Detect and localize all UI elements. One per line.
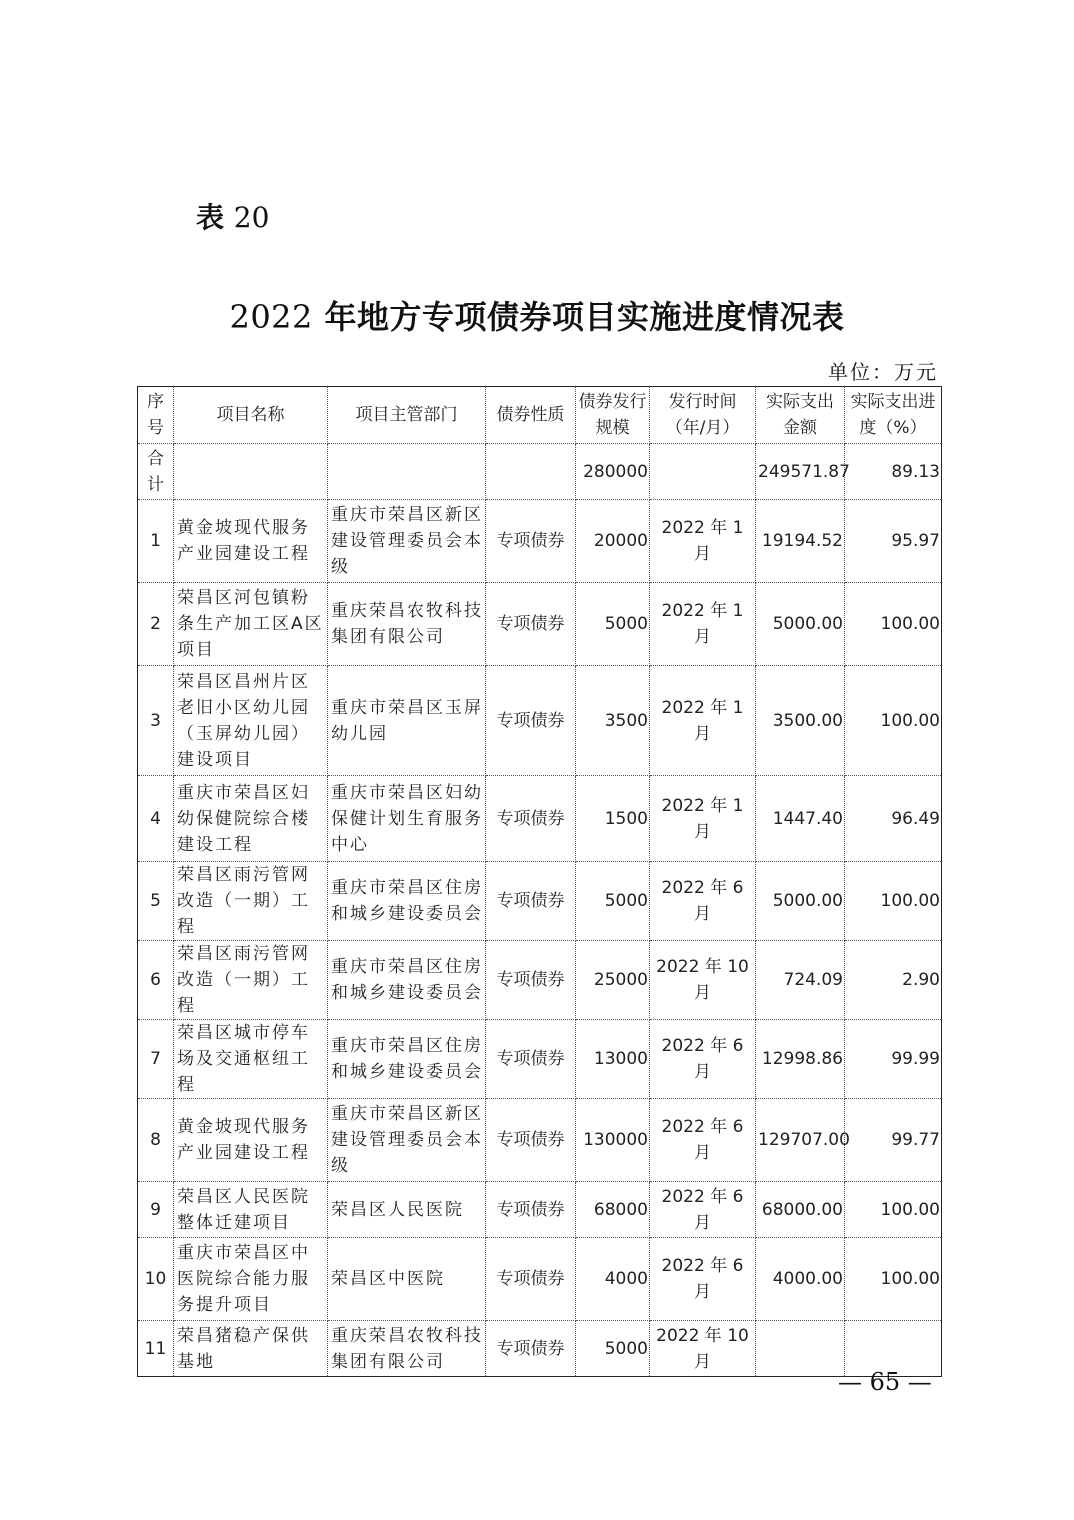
row-scale: 25000 — [576, 941, 650, 1020]
row-dept: 重庆市荣昌区新区建设管理委员会本级 — [328, 500, 486, 583]
row-time: 2022 年 1 月 — [650, 666, 756, 776]
table-row — [138, 1238, 942, 1321]
row-seq: 11 — [138, 1321, 174, 1377]
row-amount: 129707.00 — [756, 1099, 845, 1182]
row-name: 荣昌区雨污管网改造（一期）工程 — [174, 941, 328, 1020]
unit-label: 单位：万元 — [828, 360, 938, 384]
row-type: 专项债券 — [486, 1182, 576, 1238]
table-row — [138, 1321, 942, 1377]
row-amount: 68000.00 — [756, 1182, 845, 1238]
row-dept: 荣昌区中医院 — [328, 1238, 486, 1321]
table-row — [138, 583, 942, 666]
col-header-seq: 序号 — [138, 387, 174, 444]
row-amount: 3500.00 — [756, 666, 845, 776]
row-seq: 9 — [138, 1182, 174, 1238]
row-dept: 荣昌区人民医院 — [328, 1182, 486, 1238]
row-dept: 重庆市荣昌区玉屏幼儿园 — [328, 666, 486, 776]
row-progress: 96.49 — [845, 776, 942, 862]
table-header-row — [138, 387, 942, 444]
row-time: 2022 年 1 月 — [650, 500, 756, 583]
row-type: 专项债券 — [486, 1238, 576, 1321]
row-type: 专项债券 — [486, 862, 576, 941]
row-name: 荣昌区雨污管网改造（一期）工程 — [174, 862, 328, 941]
row-time: 2022 年 6 月 — [650, 862, 756, 941]
row-time: 2022 年 6 月 — [650, 1099, 756, 1182]
row-scale: 1500 — [576, 776, 650, 862]
row-name: 荣昌猪稳产保供基地 — [174, 1321, 328, 1377]
table-label — [196, 196, 269, 236]
total-amount: 249571.87 — [756, 444, 845, 500]
table-label-prefix: 表 — [196, 201, 225, 234]
col-header-dept: 项目主管部门 — [328, 387, 486, 444]
row-seq: 3 — [138, 666, 174, 776]
row-amount: 5000.00 — [756, 862, 845, 941]
row-progress: 99.99 — [845, 1020, 942, 1099]
row-name: 荣昌区城市停车场及交通枢纽工程 — [174, 1020, 328, 1099]
row-time: 2022 年 6 月 — [650, 1182, 756, 1238]
total-row — [138, 444, 942, 500]
row-scale: 5000 — [576, 1321, 650, 1377]
row-progress: 100.00 — [845, 583, 942, 666]
row-scale: 13000 — [576, 1020, 650, 1099]
row-seq: 4 — [138, 776, 174, 862]
row-amount: 19194.52 — [756, 500, 845, 583]
row-scale: 5000 — [576, 862, 650, 941]
row-progress: 2.90 — [845, 941, 942, 1020]
bond-progress-table — [137, 386, 942, 1377]
row-seq: 8 — [138, 1099, 174, 1182]
row-type: 专项债券 — [486, 1321, 576, 1377]
col-header-name: 项目名称 — [174, 387, 328, 444]
row-name: 重庆市荣昌区中医院综合能力服务提升项目 — [174, 1238, 328, 1321]
row-time: 2022 年 1 月 — [650, 583, 756, 666]
title-year: 2022 — [229, 298, 313, 336]
row-name: 黄金坡现代服务产业园建设工程 — [174, 1099, 328, 1182]
row-scale: 130000 — [576, 1099, 650, 1182]
row-scale: 3500 — [576, 666, 650, 776]
row-amount: 724.09 — [756, 941, 845, 1020]
col-header-time: 发行时间（年/月） — [650, 387, 756, 444]
row-dept: 重庆市荣昌区住房和城乡建设委员会 — [328, 1020, 486, 1099]
row-type: 专项债券 — [486, 776, 576, 862]
row-name: 荣昌区昌州片区老旧小区幼儿园（玉屏幼儿园）建设项目 — [174, 666, 328, 776]
row-type: 专项债券 — [486, 583, 576, 666]
row-amount: 5000.00 — [756, 583, 845, 666]
row-dept: 重庆荣昌农牧科技集团有限公司 — [328, 1321, 486, 1377]
row-seq: 6 — [138, 941, 174, 1020]
row-time: 2022 年 6 月 — [650, 1238, 756, 1321]
table-row — [138, 1099, 942, 1182]
row-time: 2022 年 10 月 — [650, 1321, 756, 1377]
row-scale: 68000 — [576, 1182, 650, 1238]
row-dept: 重庆市荣昌区住房和城乡建设委员会 — [328, 941, 486, 1020]
col-header-amount: 实际支出金额 — [756, 387, 845, 444]
row-time: 2022 年 1 月 — [650, 776, 756, 862]
row-type: 专项债券 — [486, 1020, 576, 1099]
total-time-empty — [650, 444, 756, 500]
row-amount: 1447.40 — [756, 776, 845, 862]
row-name: 重庆市荣昌区妇幼保健院综合楼建设工程 — [174, 776, 328, 862]
row-type: 专项债券 — [486, 666, 576, 776]
row-progress: 100.00 — [845, 862, 942, 941]
row-seq: 1 — [138, 500, 174, 583]
row-progress: 99.77 — [845, 1099, 942, 1182]
row-time: 2022 年 10 月 — [650, 941, 756, 1020]
row-progress: 100.00 — [845, 666, 942, 776]
row-name: 荣昌区河包镇粉条生产加工区A区项目 — [174, 583, 328, 666]
table-row — [138, 1020, 942, 1099]
page-number: — 65 — — [838, 1368, 932, 1396]
row-scale: 20000 — [576, 500, 650, 583]
total-progress: 89.13 — [845, 444, 942, 500]
table-row — [138, 500, 942, 583]
total-label: 合计 — [138, 444, 174, 500]
row-seq: 5 — [138, 862, 174, 941]
row-time: 2022 年 6 月 — [650, 1020, 756, 1099]
col-header-type: 债券性质 — [486, 387, 576, 444]
row-type: 专项债券 — [486, 941, 576, 1020]
row-progress: 95.97 — [845, 500, 942, 583]
row-dept: 重庆荣昌农牧科技集团有限公司 — [328, 583, 486, 666]
table-row — [138, 776, 942, 862]
row-amount — [756, 1321, 845, 1377]
title-text: 年地方专项债券项目实施进度情况表 — [324, 298, 845, 336]
row-type: 专项债券 — [486, 1099, 576, 1182]
total-dept-empty — [328, 444, 486, 500]
row-scale: 5000 — [576, 583, 650, 666]
row-name: 黄金坡现代服务产业园建设工程 — [174, 500, 328, 583]
total-name-empty — [174, 444, 328, 500]
table-row — [138, 1182, 942, 1238]
row-dept: 重庆市荣昌区妇幼保健计划生育服务中心 — [328, 776, 486, 862]
row-progress: 100.00 — [845, 1182, 942, 1238]
row-dept: 重庆市荣昌区新区建设管理委员会本级 — [328, 1099, 486, 1182]
table-row — [138, 941, 942, 1020]
page-title — [0, 292, 1074, 338]
row-seq: 10 — [138, 1238, 174, 1321]
table-label-number: 20 — [233, 201, 270, 234]
table-row — [138, 862, 942, 941]
row-seq: 7 — [138, 1020, 174, 1099]
row-seq: 2 — [138, 583, 174, 666]
row-amount: 12998.86 — [756, 1020, 845, 1099]
row-amount: 4000.00 — [756, 1238, 845, 1321]
col-header-progress: 实际支出进度（%） — [845, 387, 942, 444]
total-scale: 280000 — [576, 444, 650, 500]
row-type: 专项债券 — [486, 500, 576, 583]
row-dept: 重庆市荣昌区住房和城乡建设委员会 — [328, 862, 486, 941]
row-scale: 4000 — [576, 1238, 650, 1321]
table-row — [138, 666, 942, 776]
row-name: 荣昌区人民医院整体迁建项目 — [174, 1182, 328, 1238]
col-header-scale: 债券发行规模 — [576, 387, 650, 444]
row-progress: 100.00 — [845, 1238, 942, 1321]
total-type-empty — [486, 444, 576, 500]
